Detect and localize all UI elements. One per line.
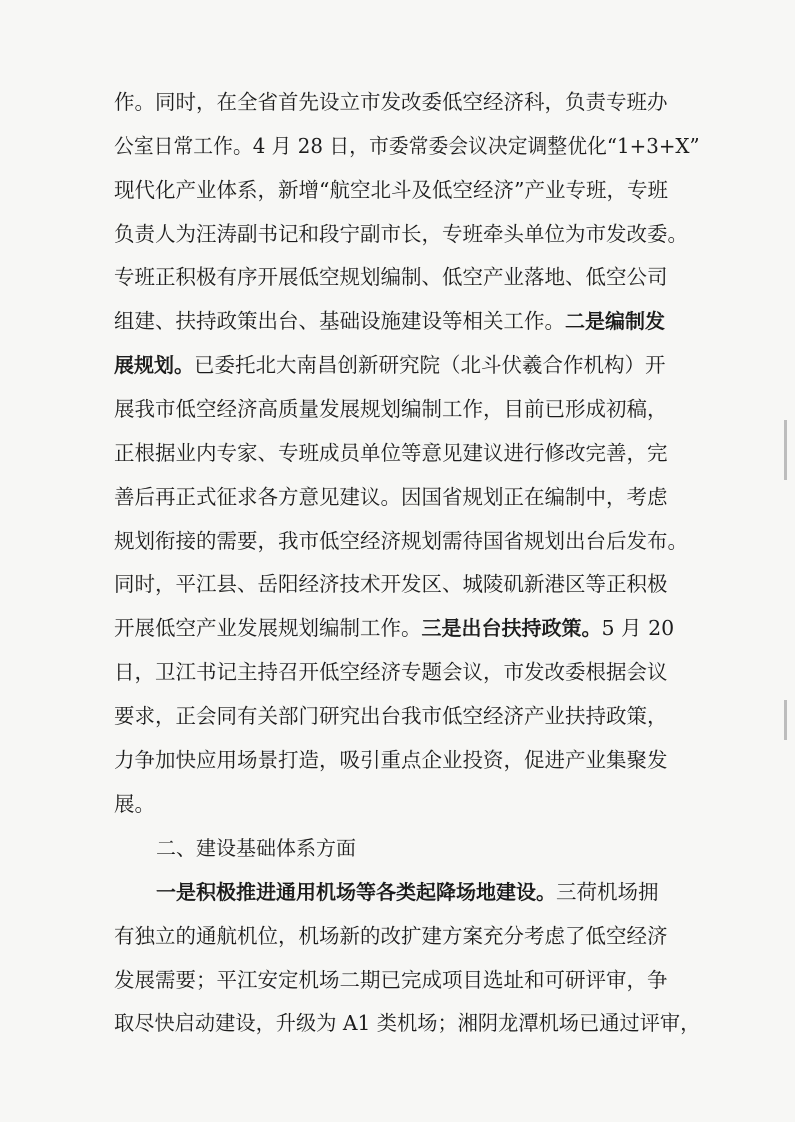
text-line: 公室日常工作。4 月 28 日，市委常委会议决定调整优化“1+3+X” [114,134,700,158]
scan-edge-mark [784,700,787,740]
text-line: 正根据业内专家、专班成员单位等意见建议进行修改完善，完 [114,441,668,465]
bold-lead-phrase: 展规划。 [114,353,194,377]
text-line: 善后再正式征求各方意见建议。因国省规划正在编制中，考虑 [114,485,668,509]
text-segment: 5 月 20 [601,616,675,640]
text-line: 力争加快应用场景打造，吸引重点企业投资，促进产业集聚发 [114,748,668,772]
text-line: 日，卫江书记主持召开低空经济专题会议，市发改委根据会议 [114,660,668,684]
text-segment: 三荷机场拥 [556,880,659,904]
bold-lead-phrase: 二是编制发 [565,309,665,333]
text-line: 作。同时，在全省首先设立市发改委低空经济科，负责专班办 [114,90,668,114]
text-segment: 组建、扶持政策出台、基础设施建设等相关工作。 [114,309,565,333]
text-line: 负责人为汪涛副书记和段宁副市长，专班牵头单位为市发改委。 [114,222,688,246]
text-line [114,608,674,648]
bold-lead-phrase: 一是积极推进通用机场等各类起降场地建设。 [156,880,556,904]
text-line: 规划衔接的需要，我市低空经济规划需待国省规划出台后发布。 [114,529,688,553]
text-segment: 开展低空产业发展规划编制工作。 [114,616,422,640]
text-line: 有独立的通航机位，机场新的改扩建方案充分考虑了低空经济 [114,924,668,948]
text-line [156,872,659,912]
text-line: 要求，正会同有关部门研究出台我市低空经济产业扶持政策， [114,704,668,728]
text-line: 现代化产业体系，新增“航空北斗及低空经济”产业专班，专班 [114,178,668,202]
text-line: 展。 [114,792,155,816]
text-line: 展我市低空经济高质量发展规划编制工作，目前已形成初稿， [114,397,668,421]
text-line [114,345,666,385]
text-line: 同时，平江县、岳阳经济技术开发区、城陵矶新港区等正积极 [114,572,668,596]
text-line: 取尽快启动建设，升级为 A1 类机场；湘阴龙潭机场已通过评审， [114,1011,701,1035]
scan-edge-mark [784,420,787,480]
text-line [114,301,665,341]
text-line: 发展需要；平江安定机场二期已完成项目选址和可研评审，争 [114,968,668,992]
text-segment: 已委托北大南昌创新研究院（北斗伏羲合作机构）开 [194,353,666,377]
bold-lead-phrase: 三是出台扶持政策。 [421,616,602,640]
section-heading: 二、建设基础体系方面 [156,836,356,860]
text-line: 专班正积极有序开展低空规划编制、低空产业落地、低空公司 [114,265,668,289]
